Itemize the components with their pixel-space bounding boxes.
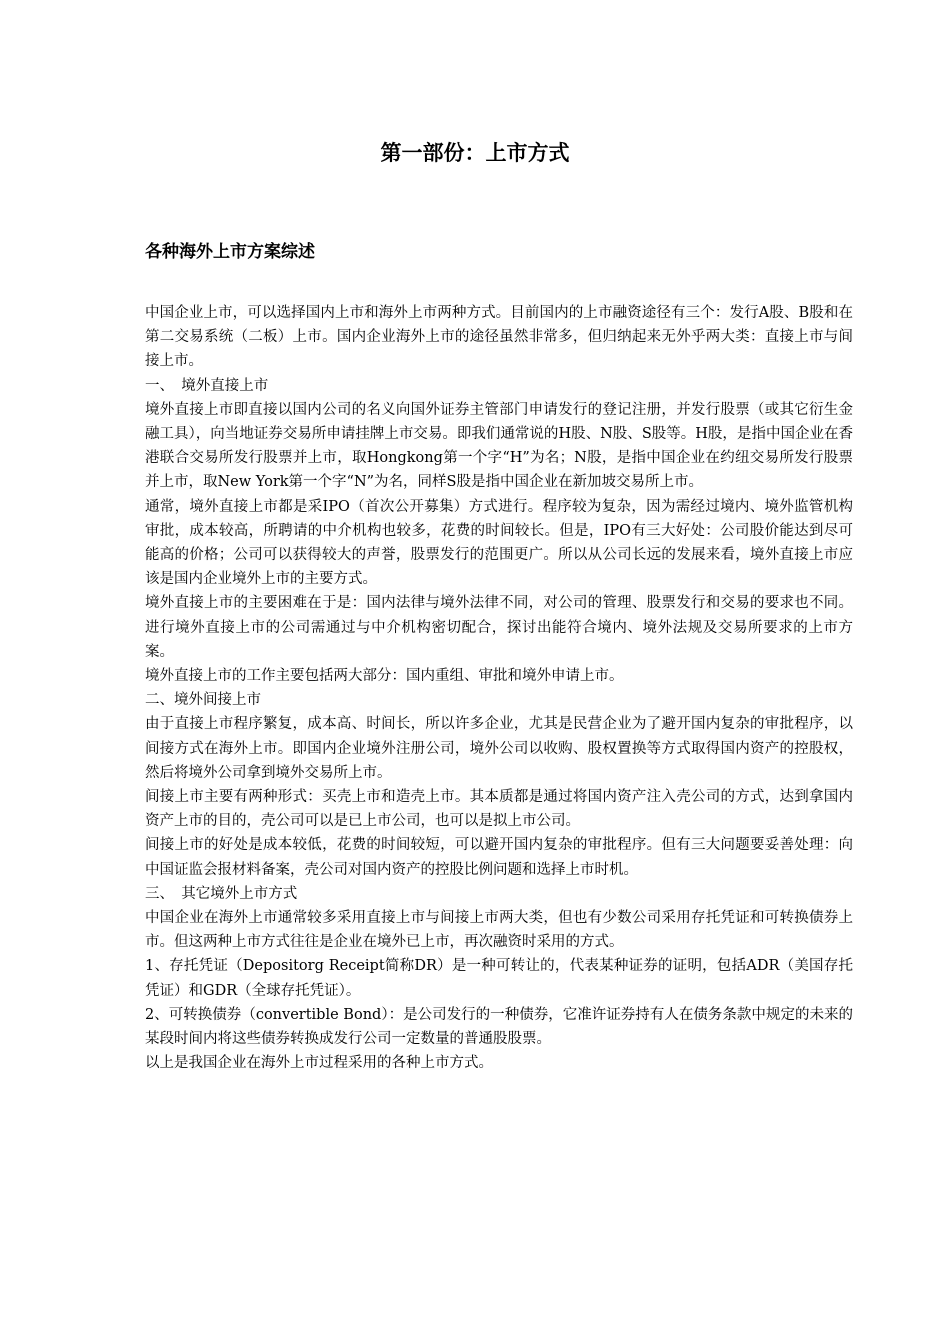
page-title: 第一部份：上市方式 <box>380 141 570 165</box>
paragraph-direct-ipo: 通常，境外直接上市都是采IPO（首次公开募集）方式进行。程序较为复杂，因为需经过境内、境外监管机构审批，成本较高，所聘请的中介机构也较多，花费的时间较长。但是，IPO有三大好处：公司股价能达到尽可能高的价格；公司可以获得较大的声誉，股票发行的范围更广。所以从公司长远的发展来看，境外直接上市应该是国内企业境外上市的主要方式。 <box>145 498 853 588</box>
section-subtitle: 各种海外上市方案综述 <box>145 242 315 262</box>
heading-indirect-listing: 二、境外间接上市 <box>145 692 261 709</box>
intro-paragraph: 中国企业上市，可以选择国内上市和海外上市两种方式。目前国内的上市融资途径有三个：发行A股、B股和在第二交易系统（二板）上市。国内企业海外上市的途径虽然非常多，但归纳起来无外乎两大类：直接上市与间接上市。 <box>145 305 853 370</box>
paragraph-convertible-bond: 2、可转换债券（convertible Bond）：是公司发行的一种债券，它准许证券持有人在债务条款中规定的未来的某段时间内将这些债券转换成发行公司一定数量的普通股股票。 <box>145 1006 853 1048</box>
paragraph-direct-work: 境外直接上市的工作主要包括两大部分：国内重组、审批和境外申请上市。 <box>145 668 624 685</box>
heading-direct-listing: 一、 境外直接上市 <box>145 377 269 394</box>
heading-other-listing: 三、 其它境外上市方式 <box>145 885 298 902</box>
document-body <box>145 301 853 1076</box>
paragraph-direct-difficulty: 境外直接上市的主要困难在于是：国内法律与境外法律不同，对公司的管理、股票发行和交易的要求也不同。进行境外直接上市的公司需通过与中介机构密切配合，探讨出能符合境内、境外法规及交易所要求的上市方案。 <box>145 595 853 660</box>
paragraph-depositary-receipt: 1、存托凭证（Depositorg Receipt简称DR）是一种可转让的，代表某种证券的证明，包括ADR（美国存托凭证）和GDR（全球存托凭证）。 <box>145 958 853 999</box>
paragraph-indirect-benefits: 间接上市的好处是成本较低，花费的时间较短，可以避开国内复杂的审批程序。但有三大问题要妥善处理：向中国证监会报材料备案，壳公司对国内资产的控股比例问题和选择上市时机。 <box>145 837 853 878</box>
paragraph-other-overview: 中国企业在海外上市通常较多采用直接上市与间接上市两大类，但也有少数公司采用存托凭证和可转换债券上市。但这两种上市方式往往是企业在境外已上市，再次融资时采用的方式。 <box>145 910 853 951</box>
paragraph-indirect-definition: 由于直接上市程序繁复，成本高、时间长，所以许多企业，尤其是民营企业为了避开国内复杂的审批程序，以间接方式在海外上市。即国内企业境外注册公司，境外公司以收购、股权置换等方式取得国内资产的控股权，然后将境外公司拿到境外交易所上市。 <box>145 716 853 781</box>
paragraph-indirect-forms: 间接上市主要有两种形式：买壳上市和造壳上市。其本质都是通过将国内资产注入壳公司的方式，达到拿国内资产上市的目的，壳公司可以是已上市公司，也可以是拟上市公司。 <box>145 789 853 830</box>
paragraph-direct-definition: 境外直接上市即直接以国内公司的名义向国外证券主管部门申请发行的登记注册，并发行股票（或其它衍生金融工具），向当地证券交易所申请挂牌上市交易。即我们通常说的H股、N股、S股等。H股，是指中国企业在香港联合交易所发行股票并上市，取Hongkong第一个字“H”为名；N股，是指中国企业在约纽交易所发行股票并上市，取New York第一个字“N”为名，同样S股是指中国企业在新加坡交易所上市。 <box>145 401 853 491</box>
paragraph-conclusion: 以上是我国企业在海外上市过程采用的各种上市方式。 <box>145 1055 493 1072</box>
